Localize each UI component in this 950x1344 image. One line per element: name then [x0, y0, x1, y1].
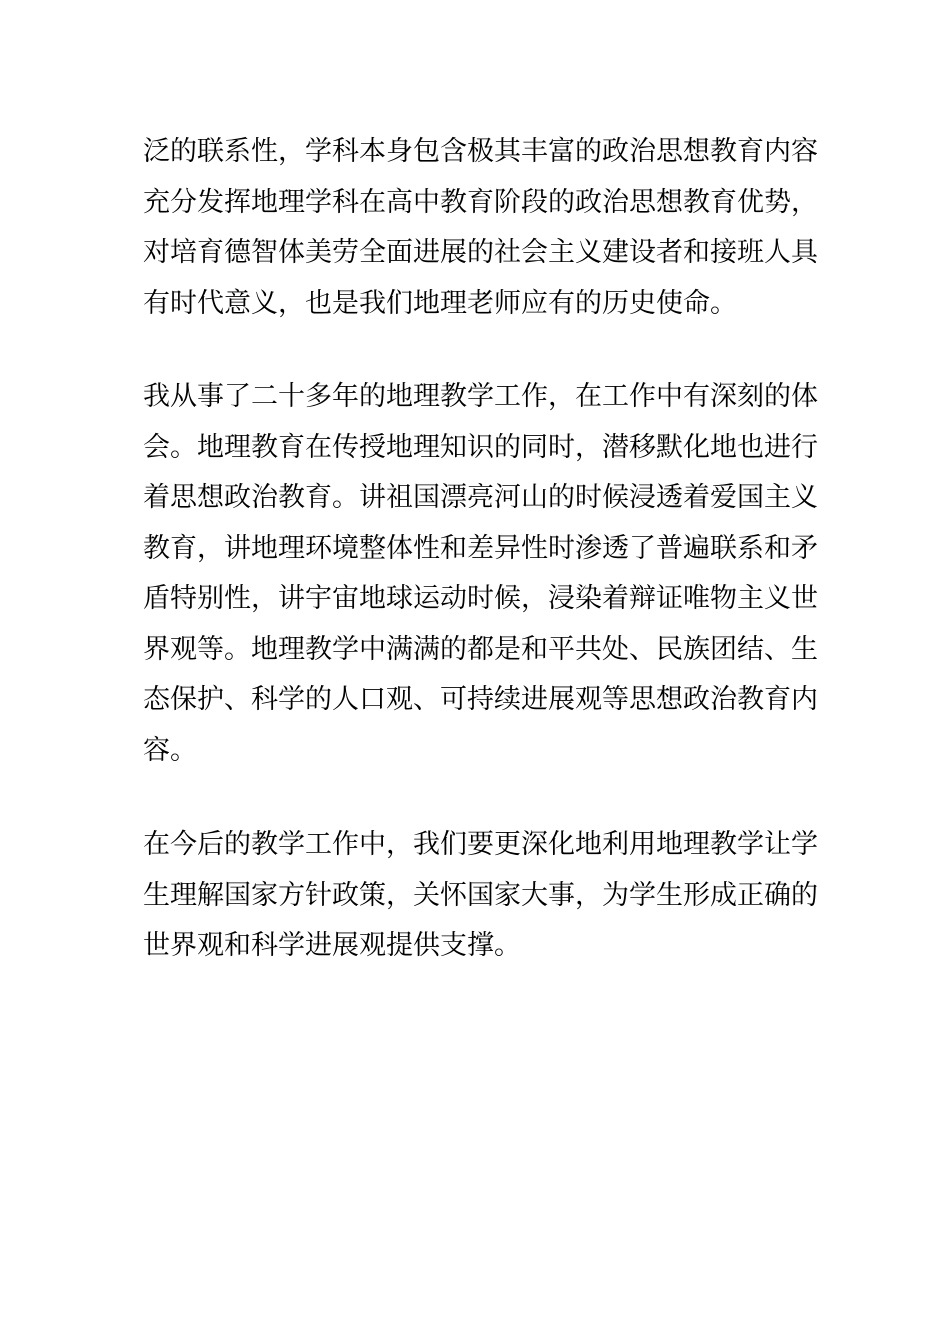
paragraph-3	[143, 820, 823, 972]
paragraph-line: 世界观和科学进展观提供支撑。	[143, 930, 521, 961]
paragraph-line: 容。	[143, 734, 197, 766]
paragraph-line: 界观等。地理教学中满满的都是和平共处、民族团结、生	[143, 633, 818, 665]
paragraph-line: 盾特别性，讲宇宙地球运动时候，浸染着辩证唯物主义世	[143, 583, 818, 614]
paragraph-line: 在今后的教学工作中，我们要更深化地利用地理教学让学	[143, 829, 818, 860]
paragraph-line: 有时代意义，也是我们地理老师应有的历史使命。	[143, 287, 737, 319]
paragraph-line: 充分发挥地理学科在高中教育阶段的政治思想教育优势，	[143, 186, 818, 218]
paragraph-line: 泛的联系性，学科本身包含极其丰富的政治思想教育内容	[143, 136, 818, 167]
paragraph-line: 我从事了二十多年的地理教学工作，在工作中有深刻的体	[143, 381, 818, 412]
paragraph-1	[143, 127, 823, 329]
paragraph-line: 着思想政治教育。讲祖国漂亮河山的时候浸透着爱国主义	[143, 482, 818, 513]
paragraph-2	[143, 372, 823, 776]
paragraph-line: 教育，讲地理环境整体性和差异性时渗透了普遍联系和矛	[143, 532, 818, 564]
paragraph-line: 生理解国家方针政策，关怀国家大事，为学生形成正确的	[143, 879, 818, 911]
paragraph-line: 会。地理教育在传授地理知识的同时，潜移默化地也进行	[143, 431, 818, 463]
paragraph-line: 态保护、科学的人口观、可持续进展观等思想政治教育内	[143, 684, 818, 715]
paragraph-line: 对培育德智体美劳全面进展的社会主义建设者和接班人具	[143, 237, 818, 268]
